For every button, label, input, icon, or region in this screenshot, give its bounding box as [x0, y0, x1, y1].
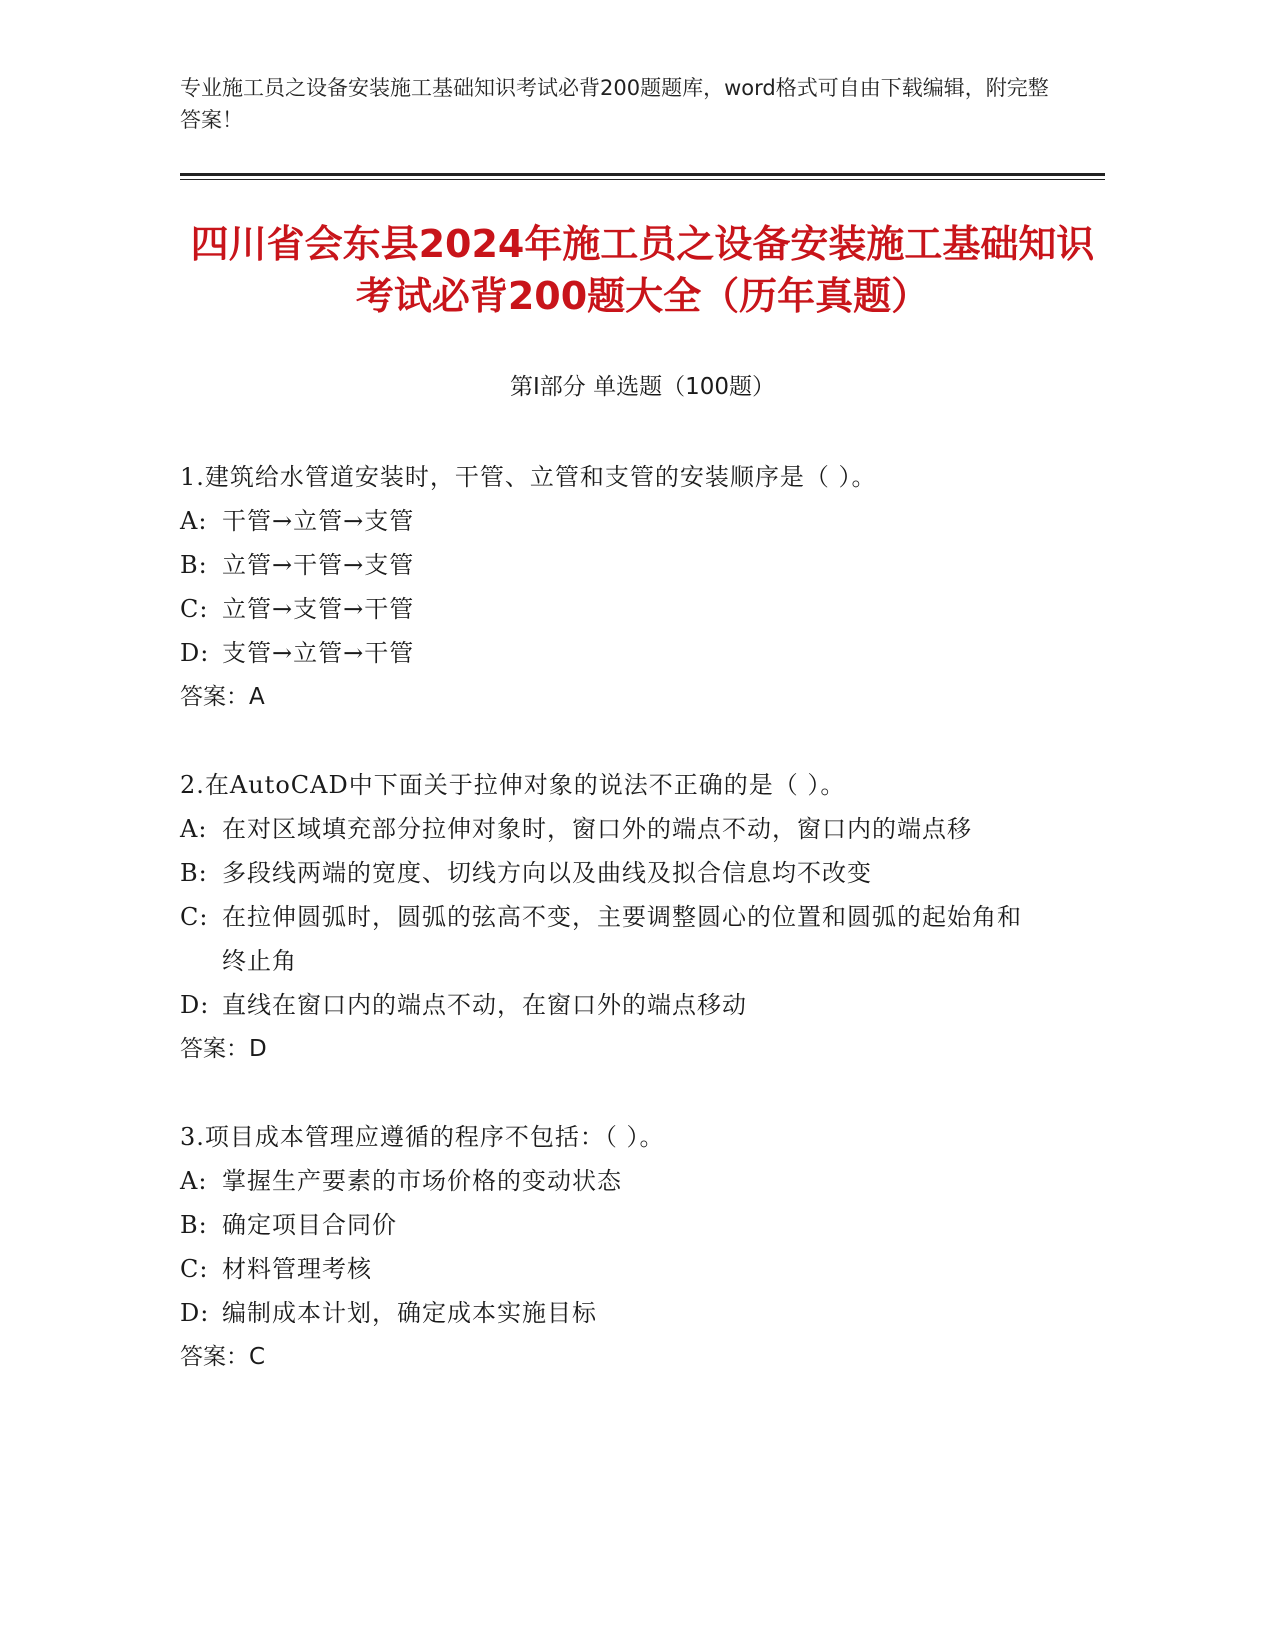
option-key: C:: [180, 1255, 209, 1283]
option-key: D:: [180, 991, 210, 1019]
option-text: 立管→干管→支管: [222, 551, 415, 579]
option-key: A:: [180, 1167, 208, 1195]
option-text: 干管→立管→支管: [222, 507, 415, 535]
option-text: 直线在窗口内的端点不动，在窗口外的端点移动: [222, 991, 747, 1019]
option-key: B:: [180, 859, 208, 887]
option-b: [180, 1203, 1030, 1247]
option-d: [180, 1291, 1030, 1335]
question-list: [180, 455, 1030, 1423]
option-text: 多段线两端的宽度、切线方向以及曲线及拟合信息均不改变: [222, 859, 872, 887]
answer: 答案：A: [180, 684, 265, 710]
header-note: 专业施工员之设备安装施工基础知识考试必背200题题库，word格式可自由下载编辑，附完整答案！: [180, 76, 1049, 132]
option-d: [180, 631, 1030, 675]
option-text: 材料管理考核: [222, 1255, 372, 1283]
question-1: [180, 455, 1030, 719]
option-text: 在对区域填充部分拉伸对象时，窗口外的端点不动，窗口内的端点移: [222, 815, 972, 843]
option-key: D:: [180, 639, 210, 667]
option-key: C:: [180, 595, 209, 623]
option-d: [180, 983, 1030, 1027]
question-3: [180, 1115, 1030, 1379]
header-rule-thin: [180, 179, 1105, 180]
question-stem: 3.项目成本管理应遵循的程序不包括：（ ）。: [180, 1123, 665, 1151]
option-key: A:: [180, 507, 208, 535]
option-text: 确定项目合同价: [222, 1211, 397, 1239]
option-text: 编制成本计划，确定成本实施目标: [222, 1299, 597, 1327]
answer: 答案：C: [180, 1344, 266, 1370]
option-key: B:: [180, 1211, 208, 1239]
option-key: B:: [180, 551, 208, 579]
option-a: [180, 499, 1030, 543]
option-text: 掌握生产要素的市场价格的变动状态: [222, 1167, 622, 1195]
option-b: [180, 851, 1030, 895]
option-text: 支管→立管→干管: [222, 639, 415, 667]
answer: 答案：D: [180, 1036, 267, 1062]
option-text: 立管→支管→干管: [222, 595, 415, 623]
document-title: 四川省会东县2024年施工员之设备安装施工基础知识考试必背200题大全（历年真题）: [190, 222, 1095, 318]
option-text: 在拉伸圆弧时，圆弧的弦高不变，主要调整圆心的位置和圆弧的起始角和终止角: [222, 903, 1022, 975]
option-a: [180, 1159, 1030, 1203]
option-key: A:: [180, 815, 208, 843]
question-2: [180, 763, 1030, 1071]
section-title: 第Ⅰ部分 单选题（100题）: [510, 374, 775, 400]
option-key: D:: [180, 1299, 210, 1327]
option-b: [180, 543, 1030, 587]
header-rule-thick: [180, 173, 1105, 176]
option-c: [180, 895, 1030, 983]
option-c: [180, 1247, 1030, 1291]
option-a: [180, 807, 1030, 851]
option-c: [180, 587, 1030, 631]
question-stem: 1.建筑给水管道安装时，干管、立管和支管的安装顺序是（ ）。: [180, 463, 877, 491]
option-key: C:: [180, 903, 209, 931]
question-stem: 2.在AutoCAD中下面关于拉伸对象的说法不正确的是（ ）。: [180, 771, 846, 799]
